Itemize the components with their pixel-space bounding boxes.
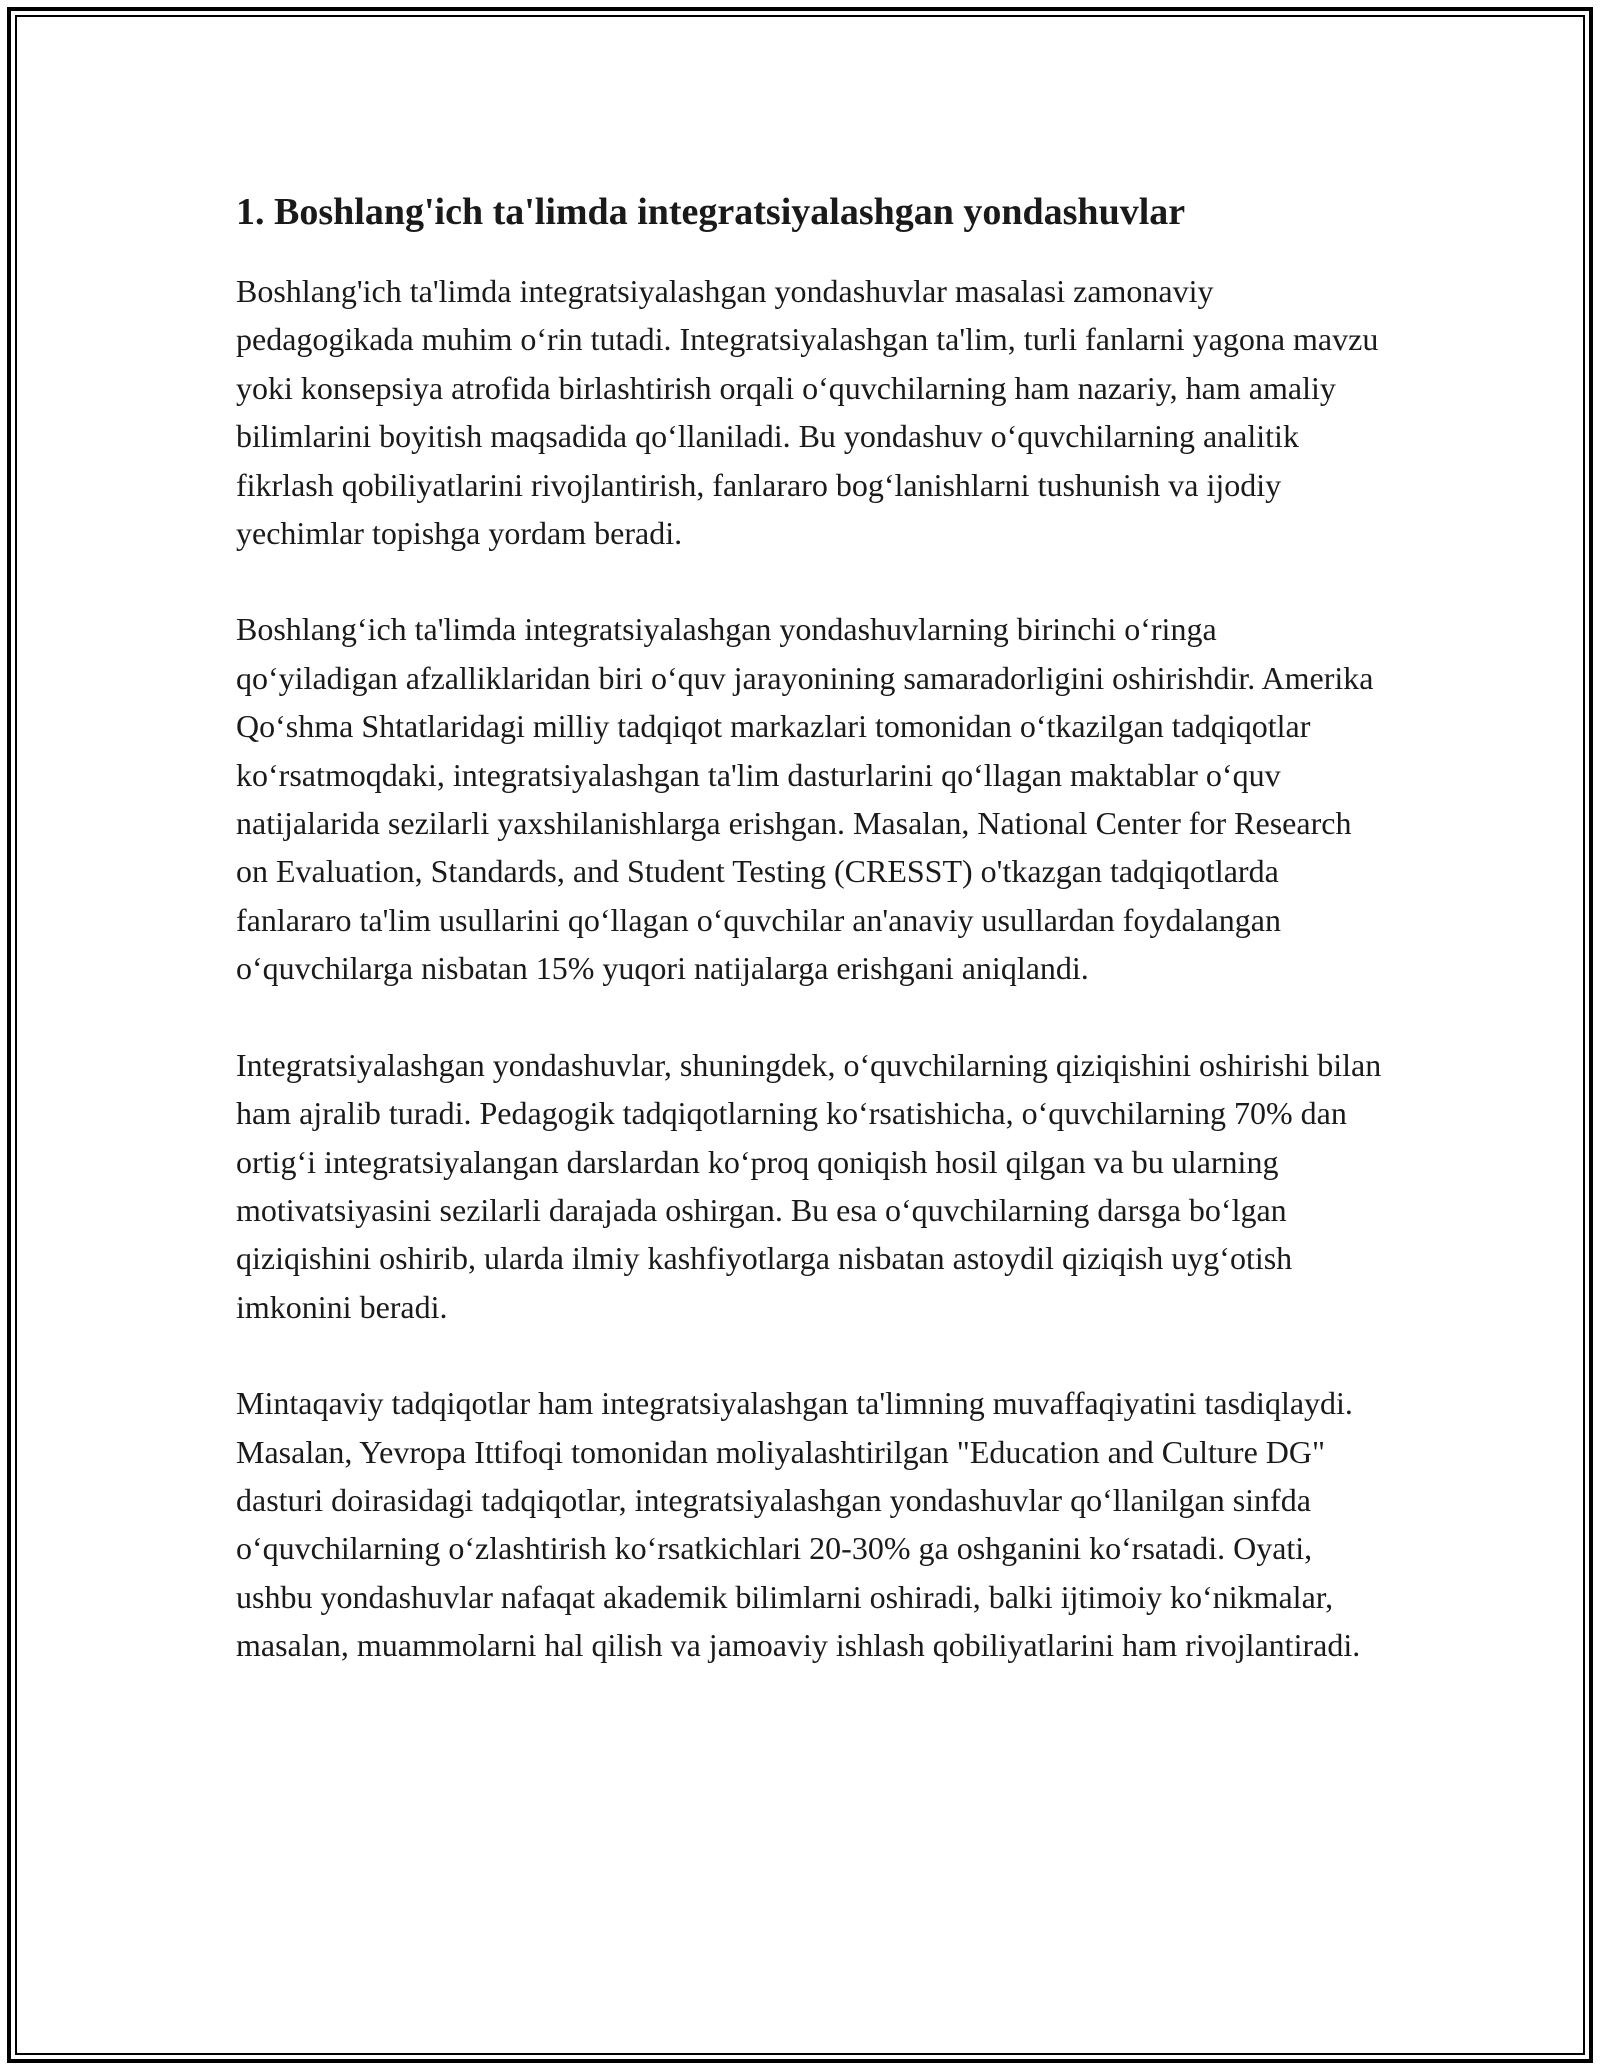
document-body <box>236 188 1386 1670</box>
paragraph-3: Integratsiyalashgan yondashuvlar, shuningdek, o‘quvchilarning qiziqishini oshirishi bilan ham ajralib turadi. Pedagogik tadqiqotlarning ko‘rsatishicha, o‘quvchilarning 70% dan ortig‘i integratsiyalangan darslardan ko‘proq qoniqish hosil qilgan va bu ularning motivatsiyasini sezilarli darajada oshirgan. Bu esa o‘quvchilarning darsga bo‘lgan qiziqishini oshirib, ularda ilmiy kashfiyotlarga nisbatan astoydil qiziqish uyg‘otish imkonini beradi. <box>236 1046 1382 1325</box>
paragraph-1: Boshlang'ich ta'limda integratsiyalashgan yondashuvlar masalasi zamonaviy pedagogikada muhim o‘rin tutadi. Integratsiyalashgan ta'lim, turli fanlarni yagona mavzu yoki konsepsiya atrofida birlashtirish orqali o‘quvchilarning ham nazariy, ham amaliy bilimlarini boyitish maqsadida qo‘llaniladi. Bu yondashuv o‘quvchilarning analitik fikrlash qobiliyatlarini rivojlantirish, fanlararo bog‘lanishlarni tushunish va ijodiy yechimlar topishga yordam beradi. <box>236 273 1379 552</box>
section-heading: 1. Boshlang'ich ta'limda integratsiyalashgan yondashuvlar <box>236 191 1186 233</box>
paragraph-4: Mintaqaviy tadqiqotlar ham integratsiyalashgan ta'limning muvaffaqiyatini tasdiqlaydi. Masalan, Yevropa Ittifoqi tomonidan moliyalashtirilgan "Education and Culture DG" dasturi doirasidagi tadqiqotlar, integratsiyalashgan yondashuvlar qo‘llanilgan sinfda o‘quvchilarning o‘zlashtirish ko‘rsatkichlari 20-30% ga oshganini ko‘rsatadi. Oyati, ushbu yondashuvlar nafaqat akademik bilimlarni oshiradi, balki ijtimoiy ko‘nikmalar, masalan, muammolarni hal qilish va jamoaviy ishlash qobiliyatlarini ham rivojlantiradi. <box>236 1385 1361 1664</box>
paragraph-2: Boshlang‘ich ta'limda integratsiyalashgan yondashuvlarning birinchi o‘ringa qo‘yiladigan afzalliklaridan biri o‘quv jarayonining samaradorligini oshirishdir. Amerika Qo‘shma Shtatlaridagi milliy tadqiqot markazlari tomonidan o‘tkazilgan tadqiqotlar ko‘rsatmoqdaki, integratsiyalashgan ta'lim dasturlarini qo‘llagan maktablar o‘quv natijalarida sezilarli yaxshilanishlarga erishgan. Masalan, National Center for Research on Evaluation, Standards, and Student Testing (CRESST) o'tkazgan tadqiqotlarda fanlararo ta'lim usullarini qo‘llagan o‘quvchilar an'anaviy usullardan foydalangan o‘quvchilarga nisbatan 15% yuqori natijalarga erishgani aniqlandi. <box>236 611 1374 987</box>
